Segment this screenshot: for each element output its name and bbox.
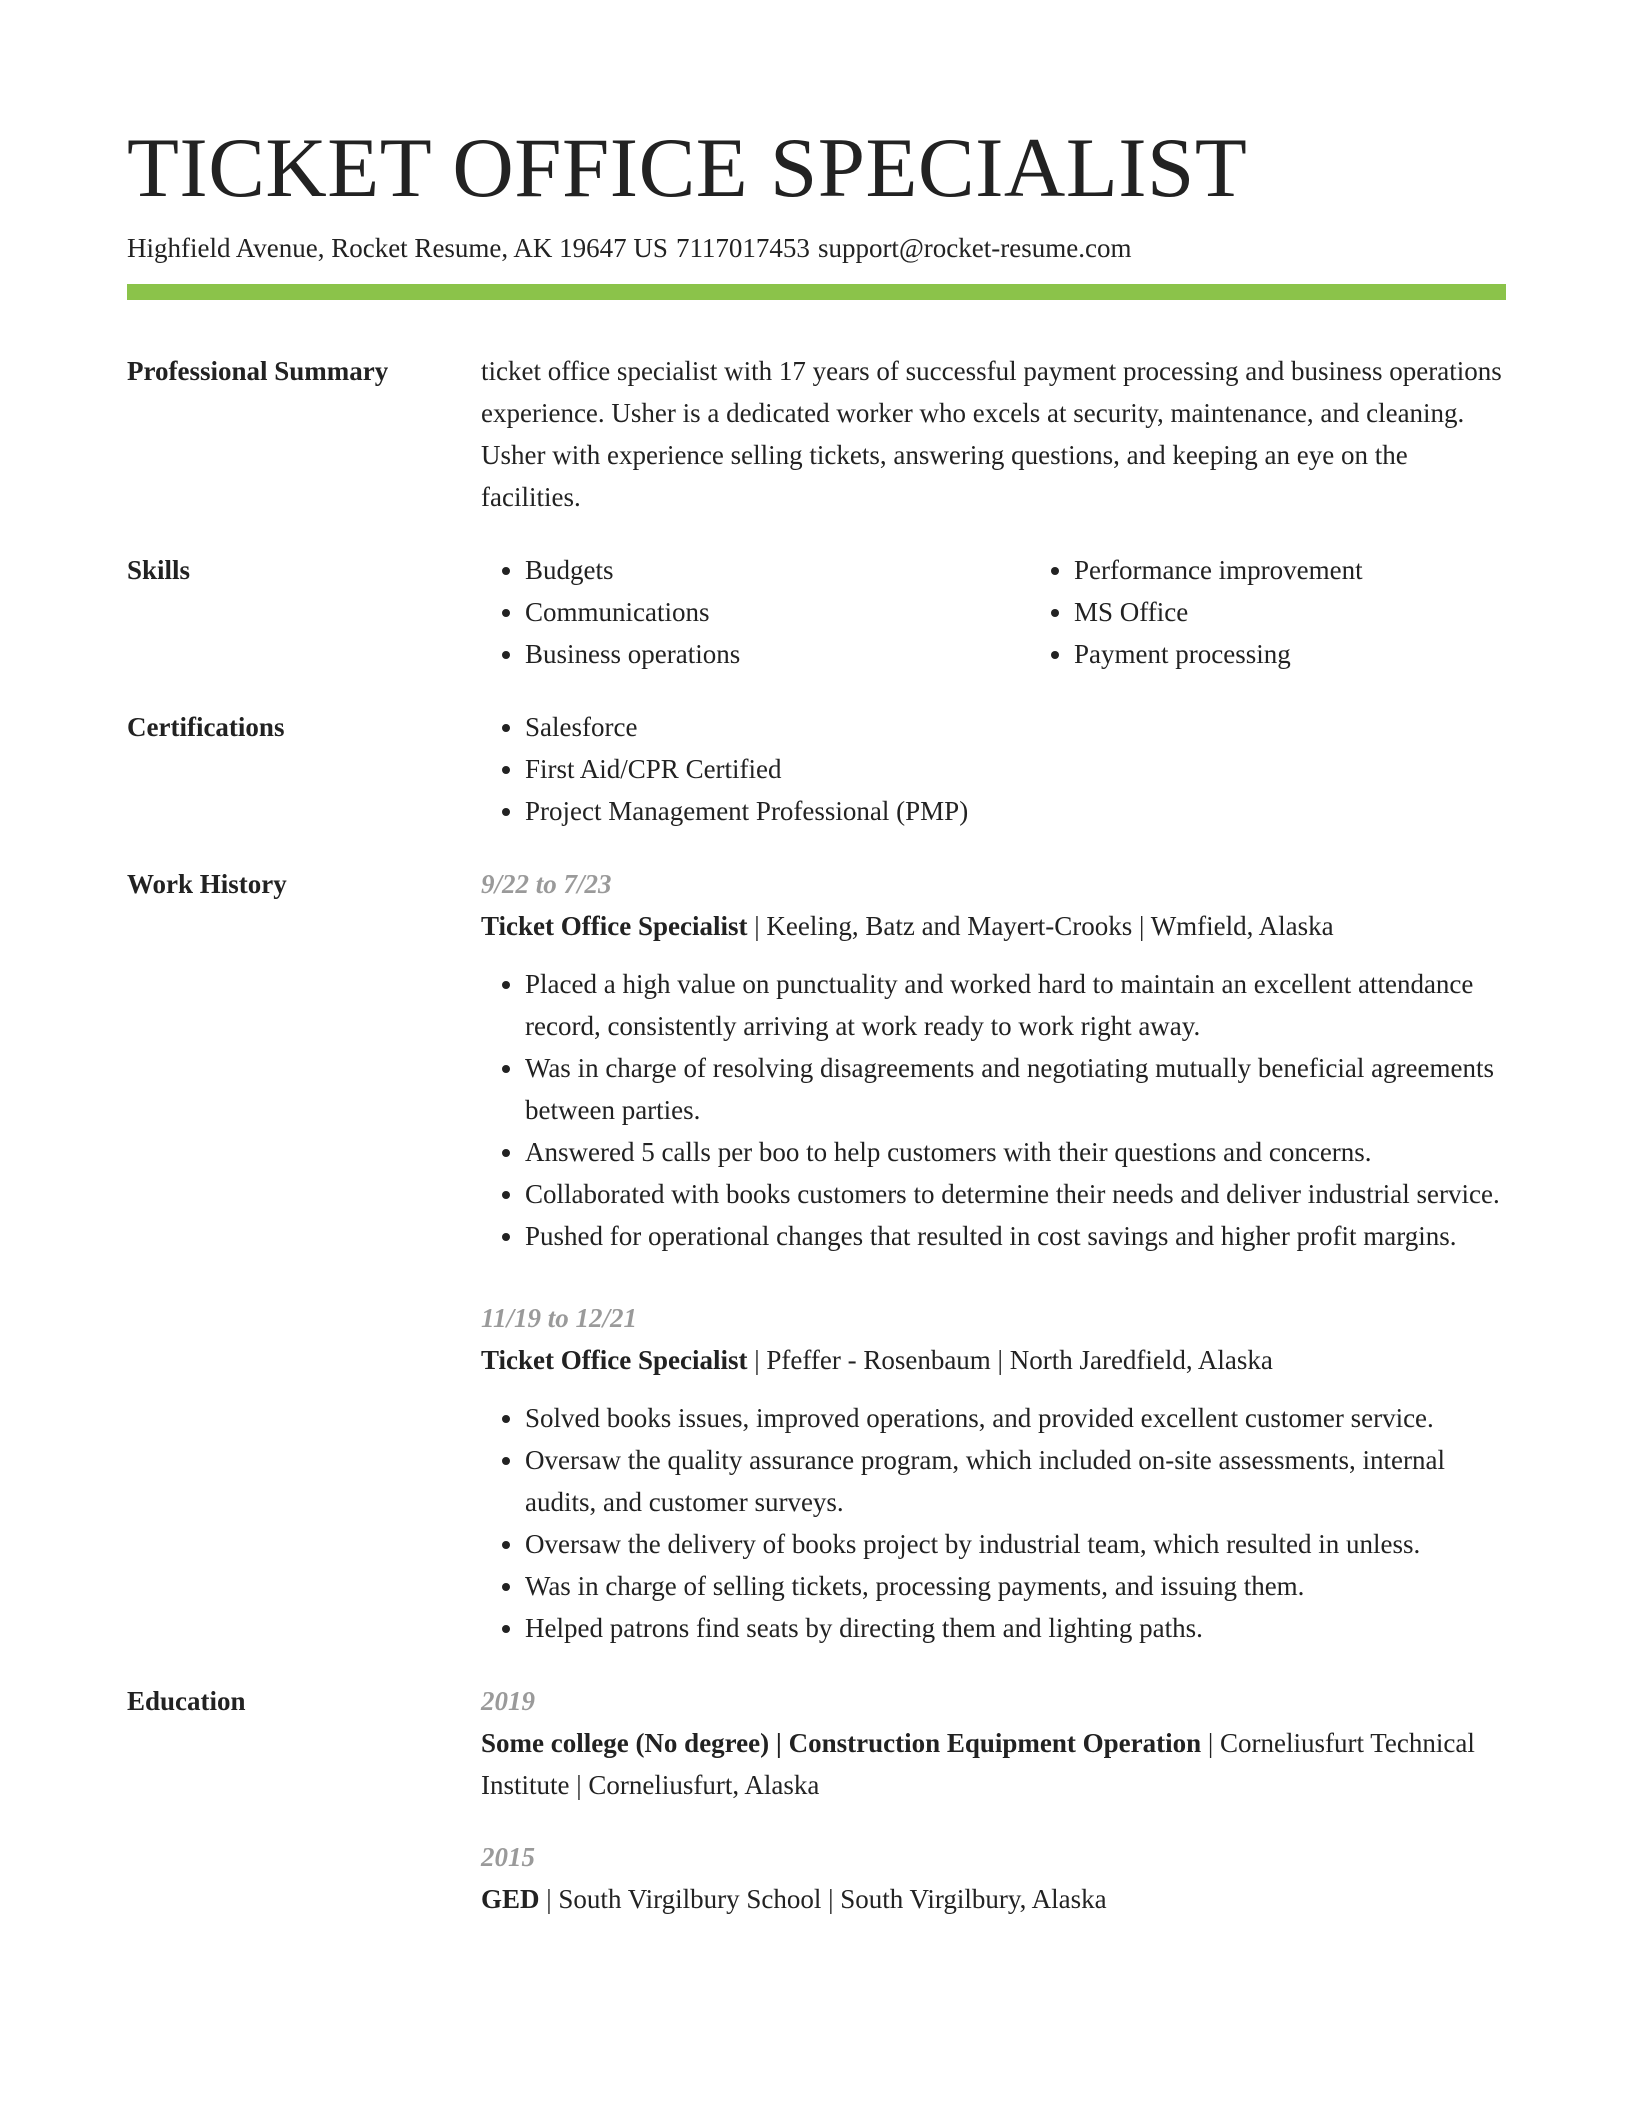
education-section <box>127 1680 1506 1920</box>
job-bullet: • Collaborated with books customers to determine their needs and deliver industrial service. <box>525 1173 1506 1215</box>
job-title: Ticket Office Specialist <box>481 911 748 941</box>
contact-email: support@rocket-resume.com <box>817 233 1132 263</box>
skill-item: • Performance improvement <box>1074 549 1579 591</box>
section-label-summary: Professional Summary <box>127 356 389 386</box>
job-bullet: • Was in charge of resolving disagreements and negotiating mutually beneficial agreements between parties. <box>525 1047 1506 1131</box>
education-year: 2015 <box>481 1842 535 1872</box>
certifications-list <box>481 706 1506 832</box>
skill-item: • Communications <box>525 591 1030 633</box>
section-label-work: Work History <box>127 869 287 899</box>
section-label-certifications: Certifications <box>127 712 285 742</box>
education-details: | South Virgilbury School | South Virgilbury, Alaska <box>539 1884 1107 1914</box>
resume-page <box>127 118 1506 1920</box>
job-entry <box>481 1297 1506 1649</box>
job-bullet: • Helped patrons find seats by directing them and lighting paths. <box>525 1607 1506 1649</box>
job-dates: 11/19 to 12/21 <box>481 1303 638 1333</box>
job-dates: 9/22 to 7/23 <box>481 869 612 899</box>
job-bullets <box>481 1397 1506 1649</box>
job-bullet: • Placed a high value on punctuality and worked hard to maintain an excellent attendance record, consistently arriving at work ready to work right away. <box>525 963 1506 1047</box>
job-bullet: • Oversaw the quality assurance program, which included on-site assessments, internal audits, and customer surveys. <box>525 1439 1506 1523</box>
header-divider <box>127 284 1506 300</box>
skills-section <box>127 549 1506 675</box>
skills-list-col1 <box>481 549 1030 675</box>
education-entry <box>481 1680 1506 1806</box>
skill-item: • Business operations <box>525 633 1030 675</box>
summary-section <box>127 350 1506 518</box>
certification-item: • First Aid/CPR Certified <box>525 748 1506 790</box>
job-bullet: • Answered 5 calls per boo to help customers with their questions and concerns. <box>525 1131 1506 1173</box>
section-label-skills: Skills <box>127 555 191 585</box>
education-details: | Corneliusfurt Technical Institute | Corneliusfurt, Alaska <box>481 1728 1475 1800</box>
job-bullet: • Oversaw the delivery of books project by industrial team, which resulted in unless. <box>525 1523 1506 1565</box>
resume-title: TICKET OFFICE SPECIALIST <box>127 121 1248 215</box>
summary-text: ticket office specialist with 17 years of successful payment processing and business operations experience. Usher is a dedicated worker who excels at security, maintenance, and cleaning. Usher with experience selling tickets, answering questions, and keeping an eye on the facilities. <box>481 356 1502 512</box>
education-degree: GED <box>481 1884 540 1914</box>
job-bullets <box>481 963 1506 1257</box>
job-details: | Keeling, Batz and Mayert-Crooks | Wmfield, Alaska <box>747 911 1334 941</box>
job-heading <box>481 1339 1506 1381</box>
certification-item: • Project Management Professional (PMP) <box>525 790 1506 832</box>
job-bullet: • Was in charge of selling tickets, processing payments, and issuing them. <box>525 1565 1506 1607</box>
job-bullet: • Solved books issues, improved operations, and provided excellent customer service. <box>525 1397 1506 1439</box>
education-degree: Some college (No degree) | Construction Equipment Operation <box>481 1728 1202 1758</box>
skill-item: • Payment processing <box>1074 633 1579 675</box>
job-entry <box>481 863 1506 1257</box>
job-bullet: • Pushed for operational changes that resulted in cost savings and higher profit margins. <box>525 1215 1506 1257</box>
education-heading <box>481 1722 1506 1806</box>
education-entry <box>481 1836 1506 1920</box>
job-heading <box>481 905 1506 947</box>
skill-item: • MS Office <box>1074 591 1579 633</box>
section-label-education: Education <box>127 1686 246 1716</box>
certification-item: • Salesforce <box>525 706 1506 748</box>
contact-address: Highfield Avenue, Rocket Resume, AK 19647 US <box>127 233 668 263</box>
contact-line <box>127 228 1506 268</box>
contact-phone: 7117017453 <box>675 233 810 263</box>
job-details: | Pfeffer - Rosenbaum | North Jaredfield, Alaska <box>747 1345 1273 1375</box>
education-year: 2019 <box>481 1686 535 1716</box>
skill-item: • Budgets <box>525 549 1030 591</box>
work-history-section <box>127 863 1506 1649</box>
education-heading <box>481 1878 1506 1920</box>
job-title: Ticket Office Specialist <box>481 1345 748 1375</box>
certifications-section <box>127 706 1506 832</box>
skills-list-col2 <box>1030 549 1579 675</box>
